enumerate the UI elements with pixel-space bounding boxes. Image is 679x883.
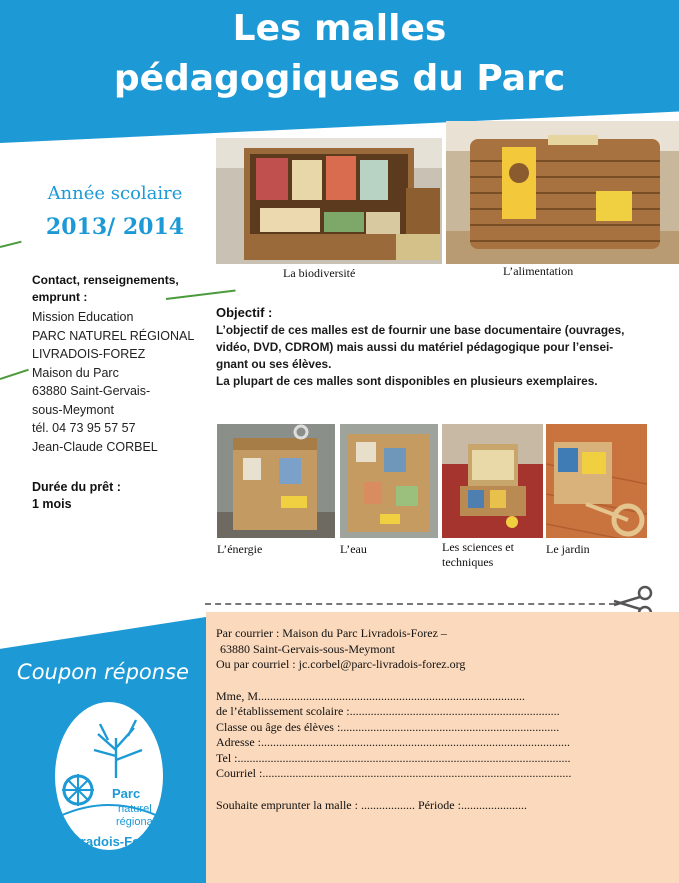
- contact-line: LIVRADOIS-FOREZ: [32, 347, 146, 361]
- contact-line: PARC NATUREL RÉGIONAL: [32, 328, 195, 343]
- caption-biodiversity: La biodiversité: [283, 266, 356, 280]
- caption-food: L’alimentation: [503, 264, 574, 278]
- page-title: [0, 4, 679, 104]
- contact-phone: tél. 04 73 95 57 57: [32, 421, 136, 435]
- caption-garden: Le jardin: [546, 542, 590, 556]
- contact-person: Jean-Claude CORBEL: [32, 439, 158, 454]
- contact-line: 63880 Saint-Gervais-: [32, 384, 151, 398]
- title-line-2: pédagogiques du Parc: [113, 58, 566, 99]
- objective-line: vidéo, DVD, CDROM) mais aussi du matériel pédagogique pour l’ensei-: [216, 340, 614, 354]
- photo-science-box: [442, 424, 543, 538]
- objective-line: L’objectif de ces malles est de fournir une base documentaire (ouvrages,: [216, 323, 625, 337]
- decor-line: [0, 369, 29, 380]
- objective-text: [216, 322, 661, 390]
- field-email[interactable]: Courriel :.......................................................................................................: [216, 766, 572, 780]
- loan-duration-heading: Durée du prêt :: [32, 480, 121, 494]
- logo-line-2: naturel: [118, 803, 152, 815]
- coupon-title: Coupon réponse: [17, 660, 189, 684]
- email-line: Ou par courriel : jc.corbel@parc-livradois-forez.org: [216, 657, 466, 671]
- photo-water-trunk: [340, 424, 438, 538]
- cut-line: [205, 603, 615, 605]
- contact-details: [32, 308, 204, 456]
- logo-line-4: Livradois-Forez: [62, 834, 159, 849]
- caption-science: [442, 540, 514, 570]
- contact-heading-line: emprunt :: [32, 290, 88, 304]
- address-line: 63880 Saint-Gervais-sous-Meymont: [220, 641, 395, 656]
- logo-line-1: Parc: [112, 786, 141, 801]
- field-address[interactable]: Adresse :.......................................................................................................: [216, 735, 570, 749]
- contact-line: Maison du Parc: [32, 365, 119, 380]
- park-logo: [50, 698, 168, 860]
- contact-line: Mission Education: [32, 310, 134, 324]
- field-request[interactable]: Souhaite emprunter la malle : .................. Période :......................: [216, 797, 527, 812]
- school-year-value: 2013/ 2014: [45, 214, 185, 240]
- objective-line: La plupart de ces malles sont disponibles en plusieurs exemplaires.: [216, 374, 598, 388]
- objective-line: gnant ou ses élèves.: [216, 357, 332, 371]
- school-year-label: Année scolaire: [47, 183, 183, 204]
- field-name[interactable]: Mme, M.........................................................................................: [216, 688, 525, 703]
- caption-energy: L’énergie: [217, 542, 263, 556]
- objective-heading: Objectif :: [216, 305, 273, 320]
- field-school[interactable]: de l’établissement scolaire :......................................................................: [216, 704, 560, 718]
- photo-biodiversity-trunk: [216, 138, 442, 264]
- logo-line-3: régional: [116, 816, 156, 828]
- contact-line: sous-Meymont: [32, 402, 114, 417]
- decor-line: [0, 241, 22, 248]
- title-line-1: Les malles: [232, 8, 447, 49]
- photo-garden-wheelbarrow: [546, 424, 647, 538]
- caption-water: L’eau: [340, 542, 367, 556]
- caption-science-line: techniques: [442, 555, 494, 569]
- loan-duration-value: 1 mois: [32, 497, 72, 511]
- field-tel[interactable]: Tel :...............................................................................................................: [216, 750, 571, 765]
- contact-heading-line: Contact, renseignements,: [32, 273, 179, 287]
- photo-food-basket: [446, 121, 679, 264]
- address-line: Par courrier : Maison du Parc Livradois-Forez –: [216, 626, 447, 640]
- field-class[interactable]: Classe ou âge des élèves :.........................................................................: [216, 719, 560, 734]
- contact-heading: [32, 272, 202, 306]
- coupon-form: [216, 626, 671, 813]
- caption-science-line: Les sciences et: [442, 540, 514, 554]
- photo-energy-trunk: [217, 424, 335, 538]
